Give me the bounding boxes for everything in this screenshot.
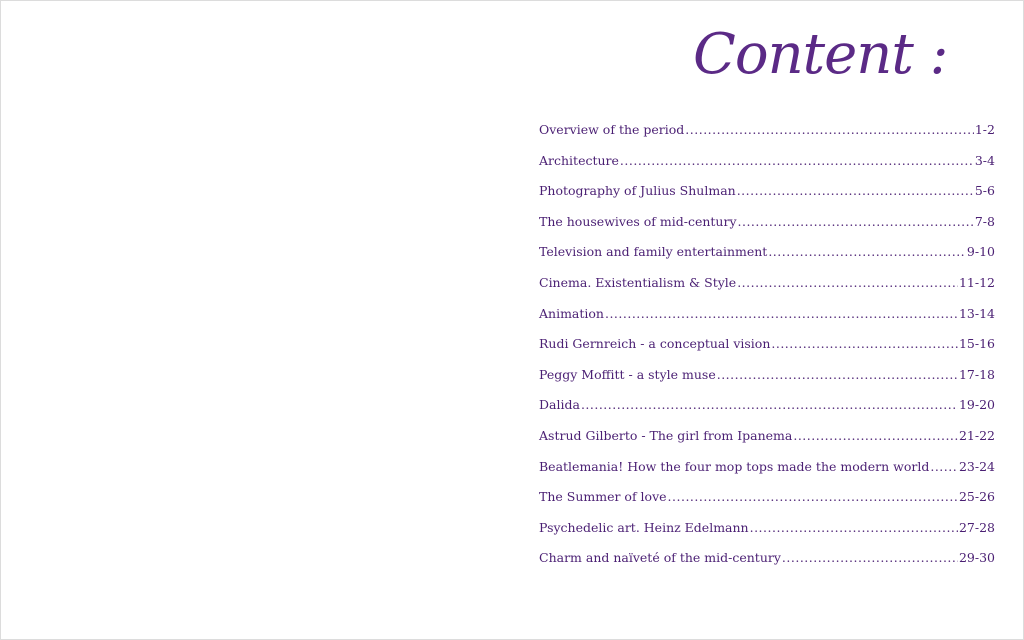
dot-leader xyxy=(668,489,958,504)
toc-entry[interactable] xyxy=(539,550,995,581)
toc-entry[interactable] xyxy=(539,397,995,428)
toc-entry-pages: 3-4 xyxy=(974,152,995,168)
table-of-contents xyxy=(539,122,995,581)
toc-entry-pages: 29-30 xyxy=(958,550,995,566)
toc-entry[interactable] xyxy=(539,459,995,490)
dot-leader xyxy=(620,153,974,168)
toc-entry[interactable] xyxy=(539,153,995,184)
toc-entry-title: Television and family entertainment xyxy=(539,244,768,260)
dot-leader xyxy=(738,214,974,229)
toc-entry-title: Photography of Julius Shulman xyxy=(539,183,736,199)
toc-entry[interactable] xyxy=(539,275,995,306)
toc-entry-pages: 7-8 xyxy=(974,213,995,229)
toc-entry-pages: 5-6 xyxy=(974,183,995,199)
toc-entry-pages: 17-18 xyxy=(958,366,995,382)
toc-entry-title: Dalida xyxy=(539,397,580,413)
contents-title: Content : xyxy=(693,22,948,87)
dot-leader xyxy=(605,306,958,321)
toc-entry-title: The Summer of love xyxy=(539,489,667,505)
toc-entry-pages: 21-22 xyxy=(958,427,995,443)
toc-entry[interactable] xyxy=(539,520,995,551)
toc-entry[interactable] xyxy=(539,122,995,153)
toc-entry-title: Cinema. Existentialism & Style xyxy=(539,274,737,290)
toc-entry-title: Animation xyxy=(539,305,604,321)
dot-leader xyxy=(768,244,966,259)
toc-entry-pages: 9-10 xyxy=(966,244,995,260)
toc-entry[interactable] xyxy=(539,367,995,398)
dot-leader xyxy=(771,336,958,351)
left-page-blank xyxy=(1,1,513,639)
dot-leader xyxy=(717,367,958,382)
toc-entry[interactable] xyxy=(539,489,995,520)
toc-entry-title: Beatlemania! How the four mop tops made the modern world xyxy=(539,458,930,474)
dot-leader xyxy=(793,428,958,443)
dot-leader xyxy=(930,459,958,474)
dot-leader xyxy=(737,275,958,290)
toc-entry-pages: 15-16 xyxy=(958,336,995,352)
toc-entry-pages: 1-2 xyxy=(974,122,995,137)
dot-leader xyxy=(750,520,958,535)
toc-entry-title: Psychedelic art. Heinz Edelmann xyxy=(539,519,749,535)
toc-entry-pages: 23-24 xyxy=(958,458,995,474)
toc-entry-title: Architecture xyxy=(539,152,619,168)
toc-entry[interactable] xyxy=(539,183,995,214)
toc-entry-title: Astrud Gilberto - The girl from Ipanema xyxy=(539,427,793,443)
toc-entry[interactable] xyxy=(539,336,995,367)
toc-entry-title: Rudi Gernreich - a conceptual vision xyxy=(539,336,771,352)
toc-entry-pages: 13-14 xyxy=(958,305,995,321)
toc-entry[interactable] xyxy=(539,428,995,459)
dot-leader xyxy=(782,550,958,565)
dot-leader xyxy=(737,183,974,198)
toc-entry[interactable] xyxy=(539,244,995,275)
toc-entry-pages: 19-20 xyxy=(958,397,995,413)
toc-entry-title: Overview of the period xyxy=(539,122,685,137)
contents-page xyxy=(513,1,1023,639)
dot-leader xyxy=(581,397,958,412)
toc-entry-title: Peggy Moffitt - a style muse xyxy=(539,366,716,382)
toc-entry[interactable] xyxy=(539,306,995,337)
toc-entry[interactable] xyxy=(539,214,995,245)
toc-entry-pages: 11-12 xyxy=(958,274,995,290)
toc-entry-title: Charm and naïveté of the mid-century xyxy=(539,550,781,566)
toc-entry-pages: 27-28 xyxy=(958,519,995,535)
toc-entry-title: The housewives of mid-century xyxy=(539,213,737,229)
dot-leader xyxy=(685,122,974,137)
toc-entry-pages: 25-26 xyxy=(958,489,995,505)
